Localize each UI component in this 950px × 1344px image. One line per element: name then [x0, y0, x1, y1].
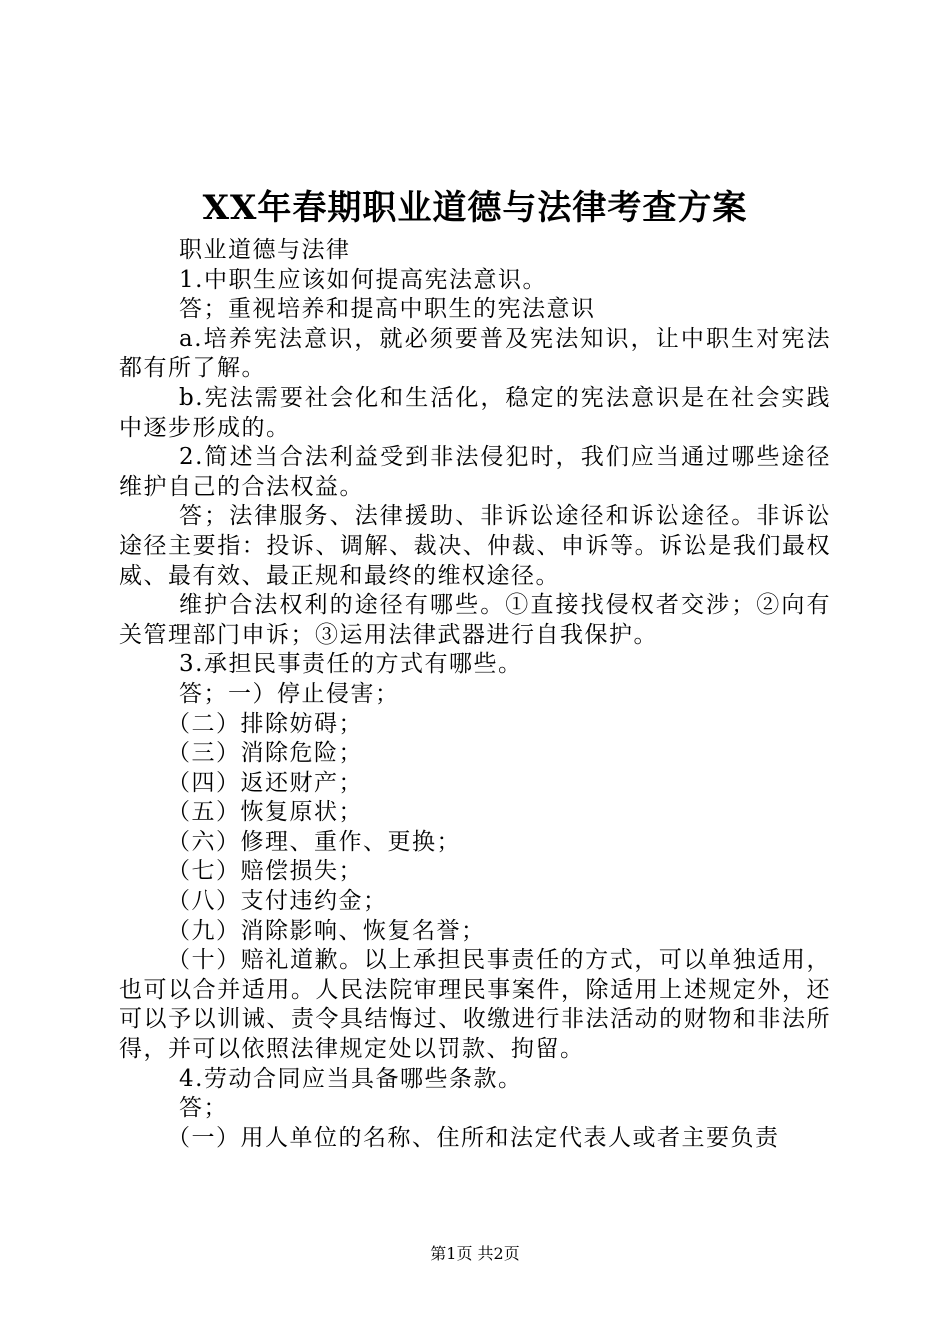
paragraph: 答； — [179, 1095, 228, 1122]
list-item: （七）赔偿损失； — [167, 858, 363, 885]
document-body — [119, 236, 831, 1153]
paragraph: a.培养宪法意识，就必须要普及宪法知识，让中职生对宪法都有所了解。 — [119, 325, 831, 382]
paragraph: 答；重视培养和提高中职生的宪法意识 — [179, 296, 596, 323]
document-title: XX年春期职业道德与法律考查方案 — [202, 188, 748, 228]
paragraph: 3.承担民事责任的方式有哪些。 — [179, 651, 523, 678]
list-item: （三）消除危险； — [167, 740, 363, 767]
list-item: （一）用人单位的名称、住所和法定代表人或者主要负责 — [167, 1124, 780, 1151]
paragraph: 1.中职生应该如何提高宪法意识。 — [179, 266, 547, 293]
list-item: （九）消除影响、恢复名誉； — [167, 917, 486, 944]
paragraph: 答；法律服务、法律援助、非诉讼途径和诉讼途径。非诉讼途径主要指：投诉、调解、裁决、仲裁、申诉等。诉讼是我们最权威、最有效、最正规和最终的维权途径。 — [119, 503, 831, 589]
page-footer: 第1页 共2页 — [430, 1244, 520, 1263]
list-item: （五）恢复原状； — [167, 799, 363, 826]
paragraph: 维护合法权利的途径有哪些。①直接找侵权者交涉；②向有关管理部门申诉；③运用法律武器进行自我保护。 — [119, 592, 831, 648]
paragraph: 2.简述当合法利益受到非法侵犯时，我们应当通过哪些途径维护自己的合法权益。 — [119, 444, 831, 500]
paragraph: b.宪法需要社会化和生活化，稳定的宪法意识是在社会实践中逐步形成的。 — [119, 384, 831, 441]
paragraph: 职业道德与法律 — [179, 237, 351, 263]
list-item: （四）返还财产； — [167, 769, 363, 796]
paragraph: 答；一）停止侵害； — [179, 680, 400, 707]
list-item: （十）赔礼道歉。以上承担民事责任的方式，可以单独适用，也可以合并适用。人民法院审理民事案件，除适用上述规定外，还可以予以训诫、责令具结悔过、收缴进行非法活动的财物和非法所得，并可以依照法律规定处以罚款、拘留。 — [119, 947, 831, 1063]
list-item: （六）修理、重作、更换； — [167, 828, 461, 855]
list-item: （二）排除妨碍； — [167, 710, 363, 737]
list-item: （八）支付违约金； — [167, 888, 388, 915]
paragraph: 4.劳动合同应当具备哪些条款。 — [179, 1065, 523, 1092]
